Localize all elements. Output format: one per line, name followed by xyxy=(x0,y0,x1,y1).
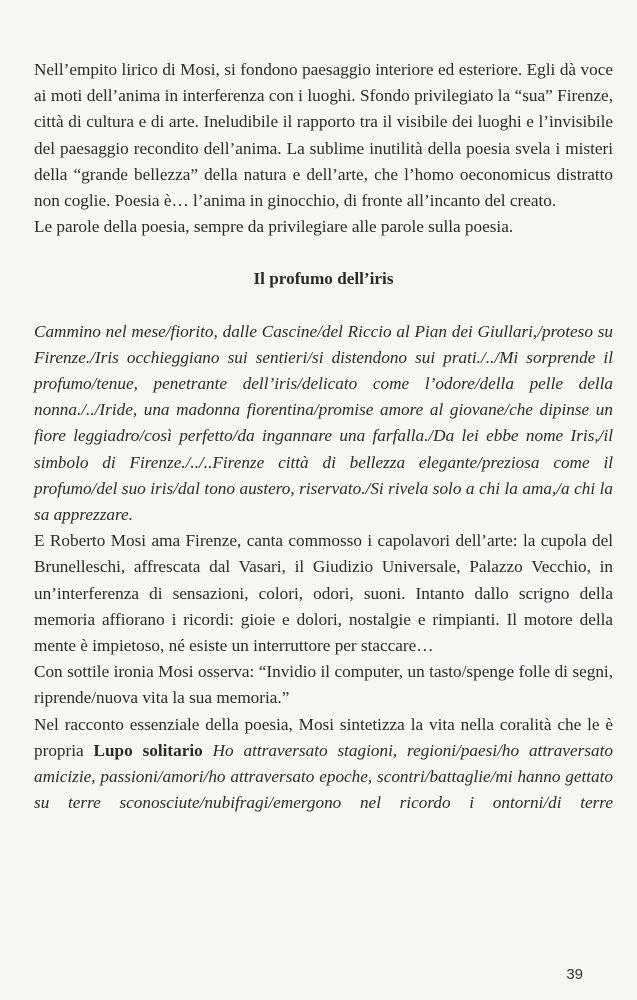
body-paragraph: E Roberto Mosi ama Firenze, canta commosso i capolavori dell’arte: la cupola del Brunelleschi, affrescata dal Vasari, il Giudizio Universale, Palazzo Vecchio, in un’interferenza di sensazioni, colori, odori, suoni. Intanto dallo scrigno della memoria affiorano i ricordi: gioie e dolori, nostalgie e rimpianti. Il motore della mente è impietoso, né esiste un interruttore per staccare… xyxy=(34,531,613,656)
body-paragraph: Con sottile ironia Mosi osserva: “Invidio il computer, un tasto/spenge folle di segni, riprende/nuova vita la sua memoria.” xyxy=(34,662,613,708)
intro-paragraph: Nell’empito lirico di Mosi, si fondono paesaggio interiore ed esteriore. Egli dà voce ai moti dell’anima in interferenza con i luoghi. Sfondo privilegiato la “sua” Firenze, città di cultura e di arte. Ineludibile il rapporto tra il visibile dei luoghi e l’invisibile del paesaggio recondito dell’anima. La sublime inutilità della poesia svela i misteri della “grande bellezza” della natura e dell’arte, che l’homo oeconomicus distratto non coglie. Poesia è… l’anima in ginocchio, di fronte all’incanto del creato. xyxy=(34,60,613,211)
poem-reference-title: Lupo solitario xyxy=(93,740,203,760)
paragraph-text: Nel racconto essenziale della poesia, Mosi sintetizza la vita nella coralità che le è propria xyxy=(34,714,613,760)
poem-title: Il profumo dell’iris xyxy=(253,269,394,289)
poem-quote xyxy=(34,319,613,529)
body-paragraph xyxy=(34,712,613,817)
intro-paragraph: Le parole della poesia, sempre da privilegiare alle parole sulla poesia. xyxy=(34,217,514,237)
poem-quote-text: Ho attraversato stagioni, regioni/paesi/ho attraversato amicizie, passioni/amori/ho attraversato epoche, scontri/battaglie/mi hanno gettato su terre sconosciute/nubifragi/emergono nel ricordo i ontorni/di terre xyxy=(34,740,613,813)
poem-quote-text: Cammino nel mese/fiorito, dalle Cascine/del Riccio al Pian dei Giullari,/proteso su Firenze./Iris occhieggiano sui sentieri/si distendono sui prati./../Mi sorprende il profumo/tenue, penetrante dell’iris/delicato come l’odore/della pelle della nonna./../Iride, una madonna fiorentina/promise amore al giovane/che dipinse un fiore leggiadro/così perfetto/da ingannare una farfalla./Da lei ebbe nome Iris,/il simbolo di Firenze./../..Firenze città di bellezza elegante/preziosa come il profumo/del suo iris/dal tono austero, riservato./Si rivela solo a chi la ama,/a chi la sa apprezzare. xyxy=(34,321,613,525)
page-number: 39 xyxy=(566,966,583,983)
